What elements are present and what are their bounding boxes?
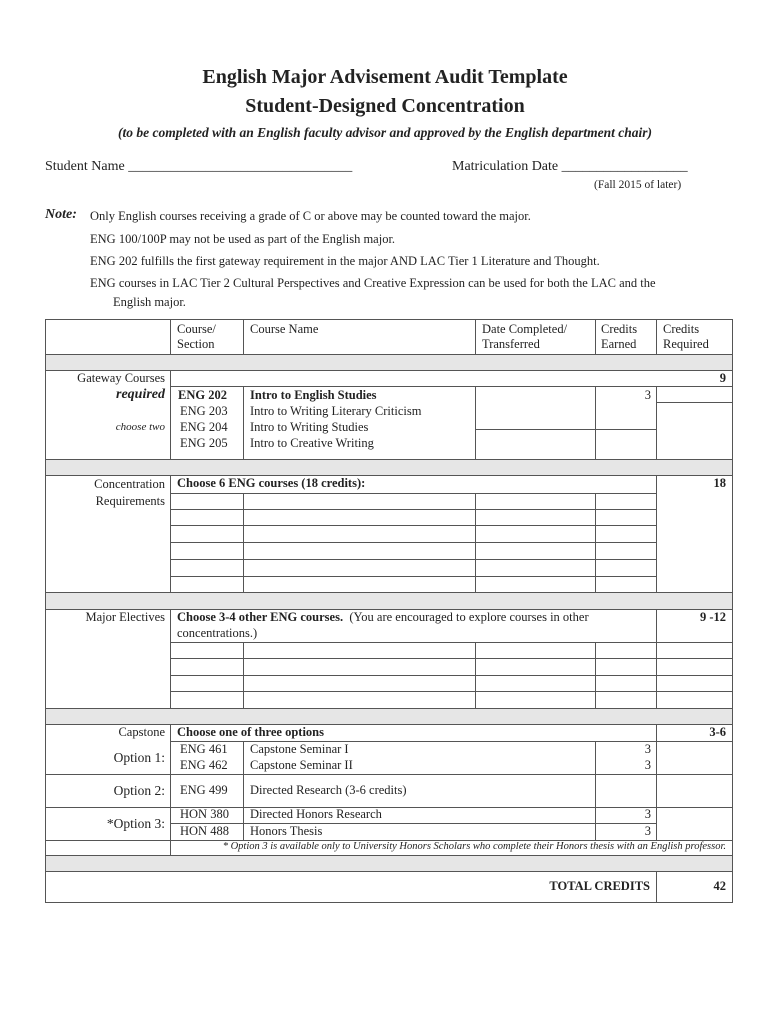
course-code: HON 488 — [180, 824, 229, 838]
course-code: ENG 461 — [180, 742, 228, 756]
spacer-row — [45, 708, 732, 724]
course-name: Directed Honors Research — [250, 807, 382, 821]
electives-instruction-cont: concentrations.) — [177, 626, 258, 640]
note-line-3: ENG 202 fulfills the first gateway requirement in the major AND LAC Tier 1 Literature and Thought. — [90, 254, 600, 268]
header-date-completed: Date Completed/ Transferred — [482, 322, 568, 351]
electives-label: Major Electives — [85, 610, 165, 624]
credits-earned: 3 — [644, 824, 651, 838]
option3-label: *Option 3: — [106, 816, 165, 831]
page-subtitle: Student-Designed Concentration — [245, 95, 525, 117]
option3-footnote: * Option 3 is available only to University Honors Scholars who complete their Honors thesis with an English professor. — [222, 841, 726, 852]
concentration-label: Concentration Requirements — [94, 477, 165, 508]
spacer-row — [45, 354, 732, 370]
option2-label: Option 2: — [113, 783, 165, 798]
course-name: Intro to Creative Writing — [250, 436, 374, 450]
total-credits-value: 42 — [713, 879, 726, 893]
total-credits-label: TOTAL CREDITS — [549, 879, 650, 893]
header-credits-required: Credits Required — [663, 322, 709, 351]
course-name: Intro to English Studies — [250, 388, 377, 402]
note-line-1: Only English courses receiving a grade of C or above may be counted toward the major. — [90, 209, 531, 223]
credits-earned: 3 — [644, 807, 651, 821]
course-code: ENG 499 — [180, 783, 228, 797]
note-line-4-cont: English major. — [113, 295, 186, 309]
course-code: ENG 202 — [178, 388, 227, 402]
option1-label: Option 1: — [113, 750, 165, 765]
instructions-subtitle: (to be completed with an English faculty advisor and approved by the English department chair) — [117, 125, 652, 140]
course-name: Intro to Writing Studies — [250, 420, 369, 434]
course-code: ENG 205 — [180, 436, 228, 450]
spacer-row — [45, 459, 732, 475]
note-label: Note: — [45, 207, 77, 222]
header-course-name: Course Name — [250, 322, 319, 336]
credits-earned: 3 — [644, 758, 651, 772]
header-course-section: Course/ Section — [177, 322, 216, 351]
concentration-instruction: Choose 6 ENG courses (18 credits): — [177, 476, 366, 490]
page-title: English Major Advisement Audit Template — [202, 66, 568, 88]
course-code: ENG 462 — [180, 758, 228, 772]
course-name: Capstone Seminar II — [250, 758, 353, 772]
capstone-label: Capstone — [118, 725, 165, 739]
course-name: Capstone Seminar I — [250, 742, 349, 756]
header-credits-earned: Credits Earned — [601, 322, 638, 351]
electives-instruction: Choose 3-4 other ENG courses. (You are encouraged to explore courses in other — [177, 610, 589, 624]
capstone-credits-required: 3-6 — [709, 725, 726, 739]
concentration-credits-required: 18 — [713, 476, 726, 490]
electives-credits-required: 9 -12 — [699, 610, 726, 624]
course-name: Directed Research (3-6 credits) — [250, 783, 407, 797]
gateway-choose-two: choose two — [115, 421, 165, 433]
credits-earned: 3 — [644, 388, 651, 402]
capstone-instruction: Choose one of three options — [177, 725, 324, 739]
note-line-2: ENG 100/100P may not be used as part of the English major. — [90, 232, 396, 246]
course-name: Honors Thesis — [250, 824, 323, 838]
gateway-required-label: required — [116, 387, 165, 402]
course-code: ENG 204 — [180, 420, 228, 434]
course-code: ENG 203 — [180, 404, 228, 418]
gateway-label: Gateway Courses — [77, 371, 165, 385]
matriculation-note: (Fall 2015 of later) — [594, 179, 682, 191]
credits-earned: 3 — [644, 742, 651, 756]
course-code: HON 380 — [180, 807, 229, 821]
course-name: Intro to Writing Literary Criticism — [250, 404, 422, 418]
spacer-row — [45, 592, 732, 609]
student-name-field[interactable]: Student Name ________________________________ — [45, 159, 353, 174]
note-line-4: ENG courses in LAC Tier 2 Cultural Perspectives and Creative Expression can be used for both the LAC and the — [90, 276, 656, 290]
spacer-row — [45, 855, 732, 871]
matriculation-date-field[interactable]: Matriculation Date __________________ — [452, 159, 688, 174]
gateway-credits-required: 9 — [719, 371, 726, 385]
